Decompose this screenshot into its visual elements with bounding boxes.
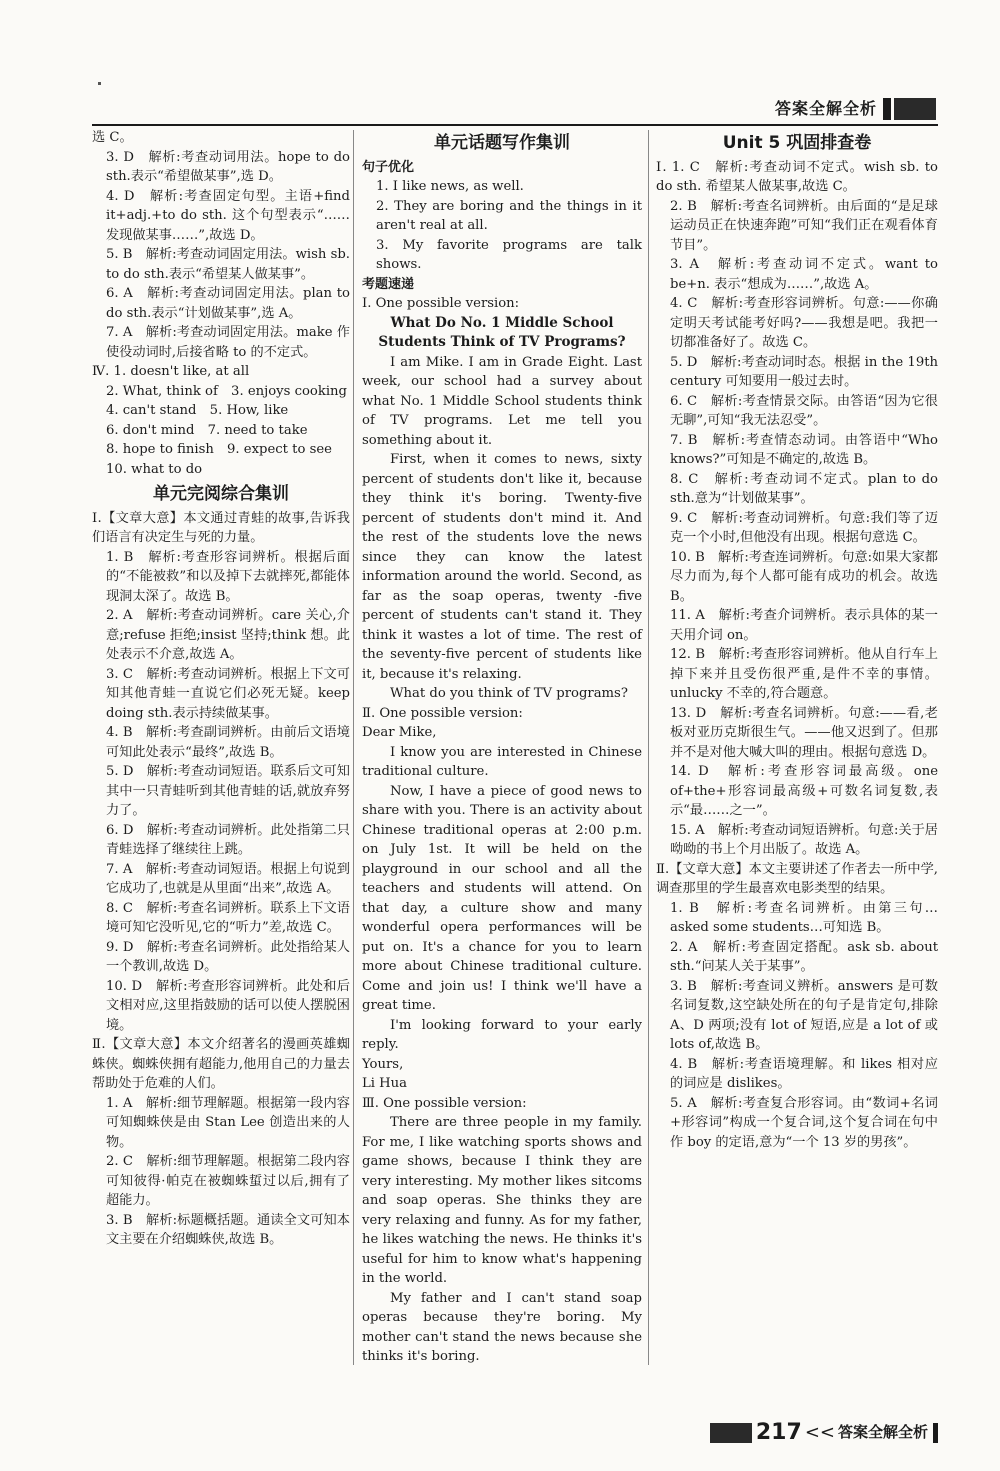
answer-line: 3. D 解析:考查动词用法。hope to do sth.表示“希望做某事”,选 D。 bbox=[106, 149, 350, 184]
answer-line: 4. B 解析:考查语境理解。和 likes 相对应的词应是 dislikes。 bbox=[670, 1056, 938, 1091]
answer-line: 选 C。 bbox=[92, 130, 133, 145]
answer-line: 10. B 解析:考查连词辨析。句意:如果大家都尽力而为,每个人都可能有成功的机会。故选 B。 bbox=[670, 549, 938, 604]
letter-closing: Yours, bbox=[362, 1056, 404, 1072]
subsection-title: 句子优化 bbox=[362, 159, 415, 175]
answer-line: 5. D 解析:考查动词时态。根据 in the 19th century 可知要用一般过去时。 bbox=[670, 354, 938, 389]
column-divider-2 bbox=[648, 130, 649, 1365]
sentence-line: 2. They are boring and the things in it aren't real at all. bbox=[376, 198, 642, 233]
answer-line: 3. A 解析:考查动词不定式。want to be+n. 表示“想成为……”,故选 A。 bbox=[670, 257, 938, 292]
answer-line: 8. C 解析:考查名词辨析。联系上下文语境可知它没听见,它的“听力”差,故选 C。 bbox=[106, 900, 350, 935]
essay-paragraph: I'm looking forward to your early reply. bbox=[362, 1017, 642, 1052]
section-title: 单元话题写作集训 bbox=[434, 133, 570, 153]
column-1 bbox=[92, 128, 350, 1250]
answer-line: 2. What, think of 3. enjoys cooking bbox=[106, 383, 347, 399]
footer-block bbox=[710, 1423, 752, 1443]
answer-line: Ⅳ. 1. doesn't like, at all bbox=[92, 364, 250, 379]
version-label: Ⅰ. One possible version: bbox=[362, 296, 520, 311]
answer-line: 4. C 解析:考查形容词辨析。句意:——你确定明天考试能考好吗?——我想是吧。我把一切都准备好了。故选 C。 bbox=[670, 296, 938, 350]
answer-line: 1. A 解析:细节理解题。根据第一段内容可知蜘蛛侠是由 Stan Lee 创造出来的人物。 bbox=[106, 1095, 350, 1150]
answer-line: Ⅱ.【文章大意】本文主要讲述了作者去一所中学,调查那里的学生最喜欢电影类型的结果。 bbox=[656, 861, 938, 896]
essay-paragraph: What do you think of TV programs? bbox=[390, 686, 628, 701]
answer-line: 2. C 解析:细节理解题。根据第二段内容可知彼得·帕克在被蜘蛛蜇过以后,拥有了超能力。 bbox=[106, 1154, 350, 1208]
answer-line: 7. B 解析:考查情态动词。由答语中“Who knows?”可知是不确定的,故选 B。 bbox=[670, 432, 938, 467]
answer-line: 3. C 解析:考查动词辨析。根据上下文可知其他青蛙一直说它们必死无疑。keep doing sth.表示持续做某事。 bbox=[106, 666, 350, 721]
section-title: 单元完阅综合集训 bbox=[153, 484, 289, 504]
answer-line: 1. B 解析:考查形容词辨析。根据后面的“不能被救”和以及掉下去就摔死,都能体现洞太深了。故选 B。 bbox=[106, 549, 350, 604]
answer-line: 5. A 解析:考查复合形容词。由“数词+名词+形容词”构成一个复合词,这个复合词在句中作 boy 的定语,意为“一个 13 岁的男孩”。 bbox=[670, 1095, 938, 1150]
letter-salutation: Dear Mike, bbox=[362, 725, 437, 740]
sentence-line: 1. I like news, as well. bbox=[376, 179, 524, 194]
answer-line: 3. B 解析:标题概括题。通读全文可知本文主要在介绍蜘蛛侠,故选 B。 bbox=[106, 1212, 350, 1247]
header-rule bbox=[92, 124, 938, 126]
answer-line: 7. A 解析:考查动词短语。根据上句说到它成功了,也就是从里面“出来”,故选 A。 bbox=[106, 861, 350, 896]
header-bar bbox=[883, 98, 891, 120]
answer-line: Ⅰ.【文章大意】本文通过青蛙的故事,告诉我们语言有决定生与死的力量。 bbox=[92, 510, 350, 545]
footer-title: 答案全解全析 bbox=[837, 1423, 928, 1442]
answer-line: Ⅱ.【文章大意】本文介绍著名的漫画英雄蜘蛛侠。蜘蛛侠拥有超能力,他用自己的力量去帮助处于危难的人们。 bbox=[92, 1037, 350, 1091]
answer-line: 10. what to do bbox=[106, 461, 203, 477]
answer-line: 6. C 解析:考查情景交际。由答语“因为它很无聊”,可知“我无法忍受”。 bbox=[670, 393, 938, 428]
answer-line: 10. D 解析:考查形容词辨析。此处和后文相对应,这里指鼓励的话可以使人摆脱困境。 bbox=[106, 978, 350, 1033]
scan-dot bbox=[98, 82, 101, 85]
page-header bbox=[775, 98, 936, 120]
essay-paragraph: First, when it comes to news, sixty percent of students don't like it, because they think it's boring. Twenty-five percent of students don't mind it. And the rest of the students love the news since they can know the latest information around the world. Second, as far as the soap operas, twenty -five percent of students can't stand it. They think it wastes a lot of time. The rest of the seventy-five percent of students like it, because it's relaxing. bbox=[362, 452, 642, 682]
answer-line: 9. D 解析:考查名词辨析。此处指给某人一个教训,故选 D。 bbox=[106, 939, 350, 974]
answer-line: 5. B 解析:考查动词固定用法。wish sb. to do sth.表示“希望某人做某事”。 bbox=[106, 247, 350, 282]
answer-line: 8. hope to finish 9. expect to see bbox=[106, 442, 332, 457]
version-label: Ⅱ. One possible version: bbox=[362, 705, 523, 721]
answer-line: 6. A 解析:考查动词固定用法。plan to do sth.表示“计划做某事”,选 A。 bbox=[106, 286, 350, 321]
answer-line: 8. C 解析:考查动词不定式。plan to do sth.意为“计划做某事”。 bbox=[670, 471, 938, 506]
page-footer bbox=[710, 1420, 938, 1446]
answer-line: 12. B 解析:考查形容词辨析。他从自行车上掉下来并且受伤很严重,是件不幸的事情。unlucky 不幸的,符合题意。 bbox=[670, 647, 938, 701]
answer-line: 6. don't mind 7. need to take bbox=[106, 422, 308, 438]
header-title: 答案全解全析 bbox=[774, 99, 877, 119]
answer-line: 14. D 解析:考查形容词最高级。one of+the+形容词最高级+可数名词复数,表示“最……之一”。 bbox=[670, 764, 938, 818]
answer-line: 6. D 解析:考查动词辨析。此处指第二只青蛙选择了继续往上跳。 bbox=[106, 822, 350, 857]
answer-line: 13. D 解析:考查名词辨析。句意:——看,老板对亚历克斯很生气。——他又迟到了。但那并不是对他大喊大叫的理由。根据句意选 D。 bbox=[670, 705, 938, 760]
essay-paragraph: I know you are interested in Chinese traditional culture. bbox=[362, 744, 642, 779]
letter-signature: Li Hua bbox=[362, 1076, 408, 1091]
chevron-left-icon: << bbox=[804, 1422, 835, 1444]
answer-line: 11. A 解析:考查介词辨析。表示具体的某一天用介词 on。 bbox=[670, 608, 938, 643]
answer-line: 7. A 解析:考查动词固定用法。make 作使役动词时,后接省略 to 的不定式。 bbox=[106, 325, 350, 360]
essay-paragraph: Now, I have a piece of good news to share with you. There is an activity about Chinese traditional operas at 2:00 p.m. on July 1st. It will be held on the playground in our school and all the teachers and students will attend. On that day, a culture show and many wonderful opera performances will be put on. It's a chance for you to learn more about Chinese traditional culture. Come and join us! I think we'll have a great time. bbox=[362, 783, 642, 1013]
answer-line: 4. B 解析:考查副词辨析。由前后文语境可知此处表示“最终”,故选 B。 bbox=[106, 725, 350, 760]
header-block bbox=[894, 98, 936, 120]
column-2 bbox=[362, 128, 642, 1367]
answer-line: 15. A 解析:考查动词短语辨析。句意:关于居呦呦的书上个月出版了。故选 A。 bbox=[670, 822, 938, 857]
answer-line: 3. B 解析:考查词义辨析。answers 是可数名词复数,这空缺处所在的句子是肯定句,排除 A、D 两项;没有 lot of 短语,应是 a lot of 或 lots of,故选 B。 bbox=[670, 978, 938, 1052]
essay-paragraph: I am Mike. I am in Grade Eight. Last week, our school had a survey about what No. 1 Middle School students think of TV programs. Let me tell you something about it. bbox=[362, 354, 642, 448]
page-number: 217 bbox=[755, 1420, 802, 1446]
essay-paragraph: My father and I can't stand soap operas because they're boring. My mother can't stand the news because she thinks it's boring. bbox=[362, 1290, 642, 1364]
answer-line: 4. can't stand 5. How, like bbox=[106, 403, 289, 418]
answer-line: 9. C 解析:考查动词辨析。句意:我们等了迈克一个小时,但他没有出现。根据句意选 C。 bbox=[670, 510, 938, 545]
sentence-line: 3. My favorite programs are talk shows. bbox=[376, 237, 642, 272]
essay-title: What Do No. 1 Middle School Students Think of TV Programs? bbox=[378, 314, 626, 350]
answer-line: 2. B 解析:考查名词辨析。由后面的“是足球运动员正在快速奔跑”可知“我们正在观看体育节目”。 bbox=[670, 198, 938, 253]
answer-line: 1. B 解析:考查名词辨析。由第三句… asked some students…可知选 B。 bbox=[670, 900, 938, 935]
version-label: Ⅲ. One possible version: bbox=[362, 1095, 527, 1111]
footer-bar bbox=[933, 1423, 938, 1443]
column-3 bbox=[656, 128, 938, 1152]
subsection-title: 考题速递 bbox=[362, 276, 415, 292]
answer-line: 2. A 解析:考查固定搭配。ask sb. about sth.“问某人关于某事”。 bbox=[670, 939, 938, 974]
section-title: Unit 5 巩固排查卷 bbox=[722, 133, 872, 153]
answer-line: Ⅰ. 1. C 解析:考查动词不定式。wish sb. to do sth. 希望某人做某事,故选 C。 bbox=[656, 159, 938, 194]
answer-line: 2. A 解析:考查动词辨析。care 关心,介意;refuse 拒绝;insist 坚持;think 想。此处表示不介意,故选 A。 bbox=[106, 608, 350, 662]
column-divider-1 bbox=[353, 130, 354, 1365]
essay-paragraph: There are three people in my family. For me, I like watching sports shows and game shows, because I think they are very interesting. My mother likes sitcoms and soap operas. She thinks they are very relaxing and funny. As for my father, he likes watching the news. He thinks it's useful for him to know what's happening in the world. bbox=[362, 1115, 642, 1286]
answer-line: 5. D 解析:考查动词短语。联系后文可知其中一只青蛙听到其他青蛙的话,就放弃努力了。 bbox=[106, 764, 350, 818]
answer-line: 4. D 解析:考查固定句型。主语+find it+adj.+to do sth. 这个句型表示“……发现做某事……”,故选 D。 bbox=[106, 188, 350, 243]
